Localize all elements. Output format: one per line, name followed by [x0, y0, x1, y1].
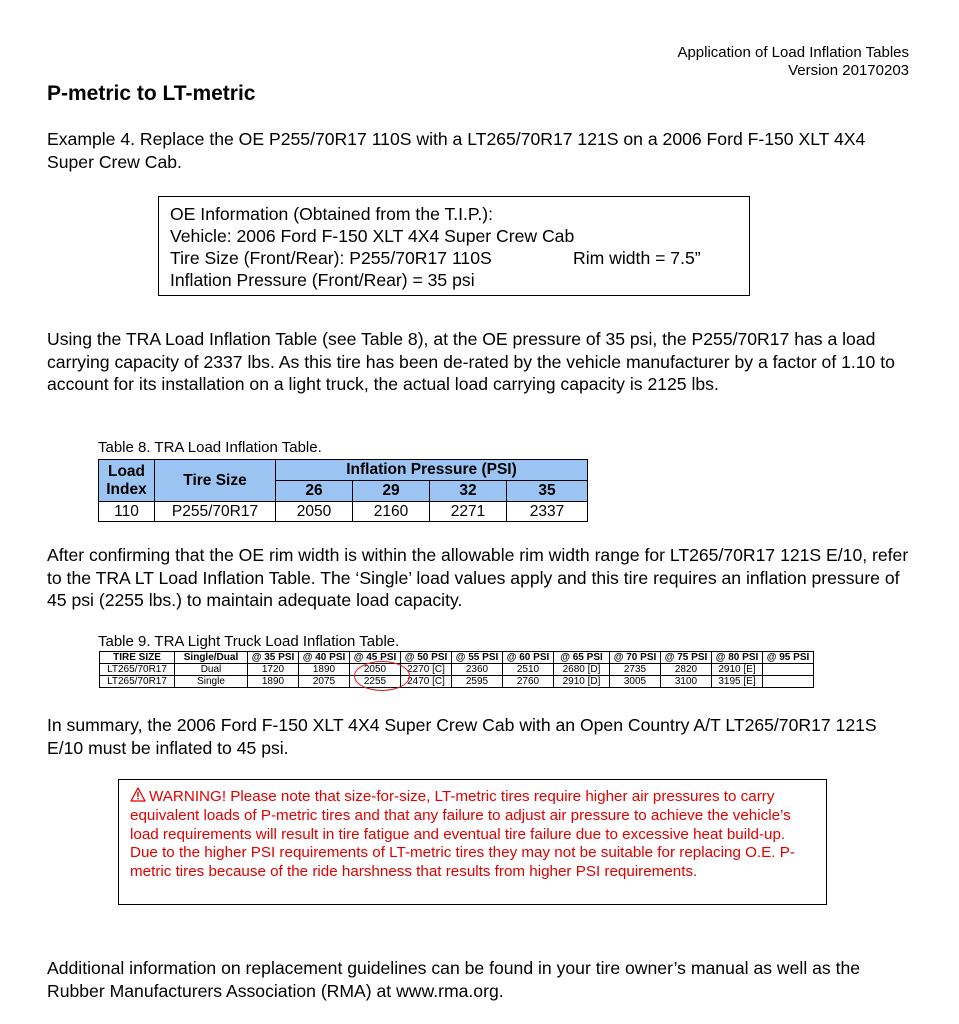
table9-cell: 2910 [D]	[554, 676, 610, 688]
table9-cell: 3005	[610, 676, 661, 688]
table9-header: @ 40 PSI	[299, 652, 350, 664]
table8-header-psi: 35	[507, 481, 588, 502]
table9-cell: 2595	[452, 676, 503, 688]
table8-header-inflation-pressure: Inflation Pressure (PSI)	[276, 460, 588, 481]
table9-cell: 2050	[350, 664, 401, 676]
table8-cell: 2050	[276, 502, 353, 522]
table9-header: @ 60 PSI	[503, 652, 554, 664]
oe-rim-width: Rim width = 7.5”	[573, 248, 701, 268]
table9-header: TIRE SIZE	[100, 652, 175, 664]
table9-header: @ 35 PSI	[248, 652, 299, 664]
document-header	[677, 44, 909, 80]
oe-heading: OE Information (Obtained from the T.I.P.):	[170, 204, 494, 224]
warning-text: WARNING! Please note that size-for-size, LT-metric tires require higher air pressures to carry equivalent loads of P-metric tires and that any failure to adjust air pressure to achieve the vehicle’s load requirements will result in tire fatigue and eventual tire failure due to excessive heat build-up. Due to the higher PSI requirements of LT-metric tires they may not be suitable for replacing O.E. P-metric tires because of the ride harshness that results from higher PSI requirements.	[130, 788, 795, 880]
table9-cell: Dual	[175, 664, 248, 676]
table8-header-load-index: Load Index	[99, 460, 155, 502]
table9-header: Single/Dual	[175, 652, 248, 664]
table9-cell: 1890	[248, 676, 299, 688]
table-row	[99, 502, 588, 522]
table9-cell: 3100	[661, 676, 712, 688]
additional-info-paragraph: Additional information on replacement guidelines can be found in your tire owner’s manual as well as the Rubber Manufacturers Association (RMA) at www.rma.org.	[47, 958, 861, 1001]
table8-caption: Table 8. TRA Load Inflation Table.	[98, 439, 322, 456]
table9-cell: 2360	[452, 664, 503, 676]
table8-load-inflation	[98, 459, 588, 522]
table9-header: @ 75 PSI	[661, 652, 712, 664]
table9-cell: 2255	[350, 676, 401, 688]
rim-width-paragraph: After confirming that the OE rim width is within the allowable rim width range for LT265/70R17 121S E/10, refer to the TRA LT Load Inflation Table. The ‘Single’ load values apply and this tire requires an inflation pressure of 45 psi (2255 lbs.) to maintain adequate load capacity.	[47, 545, 909, 610]
table8-header-psi: 29	[353, 481, 430, 502]
oe-vehicle: Vehicle: 2006 Ford F-150 XLT 4X4 Super Crew Cab	[170, 226, 575, 246]
highlight-circle	[354, 661, 410, 691]
table9-cell: 2680 [D]	[554, 664, 610, 676]
header-doc-title: Application of Load Inflation Tables	[677, 44, 909, 61]
table8-header-psi: 26	[276, 481, 353, 502]
table9-cell: 2075	[299, 676, 350, 688]
warning-triangle-icon	[130, 787, 146, 807]
table9-cell: LT265/70R17	[100, 664, 175, 676]
table9-cell	[763, 664, 814, 676]
table9-cell: 2820	[661, 664, 712, 676]
table-row	[100, 676, 814, 688]
table9-header: @ 45 PSI	[350, 652, 401, 664]
table8-header-tire-size: Tire Size	[155, 460, 276, 502]
table9-header: @ 80 PSI	[712, 652, 763, 664]
load-capacity-paragraph: Using the TRA Load Inflation Table (see Table 8), at the OE pressure of 35 psi, the P255/70R17 has a load carrying capacity of 2337 lbs. As this tire has been de-rated by the vehicle manufacturer by a factor of 1.10 to account for its installation on a light truck, the actual load carrying capacity is 2125 lbs.	[47, 329, 895, 394]
oe-inflation-pressure: Inflation Pressure (Front/Rear) = 35 psi	[170, 270, 475, 290]
table-row	[100, 664, 814, 676]
table9-cell: 3195 [E]	[712, 676, 763, 688]
table9-header: @ 95 PSI	[763, 652, 814, 664]
table9-cell: 2910 [E]	[712, 664, 763, 676]
table8-cell: P255/70R17	[155, 502, 276, 522]
table9-cell: 2760	[503, 676, 554, 688]
warning-box	[118, 779, 827, 905]
table9-cell: LT265/70R17	[100, 676, 175, 688]
section-title: P-metric to LT-metric	[47, 82, 256, 105]
table9-cell: 2470 [C]	[401, 676, 452, 688]
oe-tire-size: Tire Size (Front/Rear): P255/70R17 110S	[170, 248, 492, 268]
table9-caption: Table 9. TRA Light Truck Load Inflation Table.	[98, 633, 400, 650]
table8-header-psi: 32	[430, 481, 507, 502]
table8-cell: 2337	[507, 502, 588, 522]
table9-header: @ 50 PSI	[401, 652, 452, 664]
oe-information-box	[158, 196, 750, 296]
table9-cell: Single	[175, 676, 248, 688]
summary-paragraph: In summary, the 2006 Ford F-150 XLT 4X4 Super Crew Cab with an Open Country A/T LT265/70R17 121S E/10 must be inflated to 45 psi.	[47, 715, 877, 758]
table9-header: @ 70 PSI	[610, 652, 661, 664]
table8-cell: 2160	[353, 502, 430, 522]
table9-header: @ 65 PSI	[554, 652, 610, 664]
table9-cell	[763, 676, 814, 688]
table9-cell: 2510	[503, 664, 554, 676]
table8-cell: 110	[99, 502, 155, 522]
example-paragraph: Example 4. Replace the OE P255/70R17 110S with a LT265/70R17 121S on a 2006 Ford F-150 XLT 4X4 Super Crew Cab.	[47, 129, 866, 172]
table9-header: @ 55 PSI	[452, 652, 503, 664]
table9-lt-load-inflation	[99, 651, 814, 688]
header-version: Version 20170203	[788, 62, 909, 79]
table9-cell: 2735	[610, 664, 661, 676]
table9-cell: 1890	[299, 664, 350, 676]
table8-cell: 2271	[430, 502, 507, 522]
table9-cell: 1720	[248, 664, 299, 676]
table9-cell: 2270 [C]	[401, 664, 452, 676]
